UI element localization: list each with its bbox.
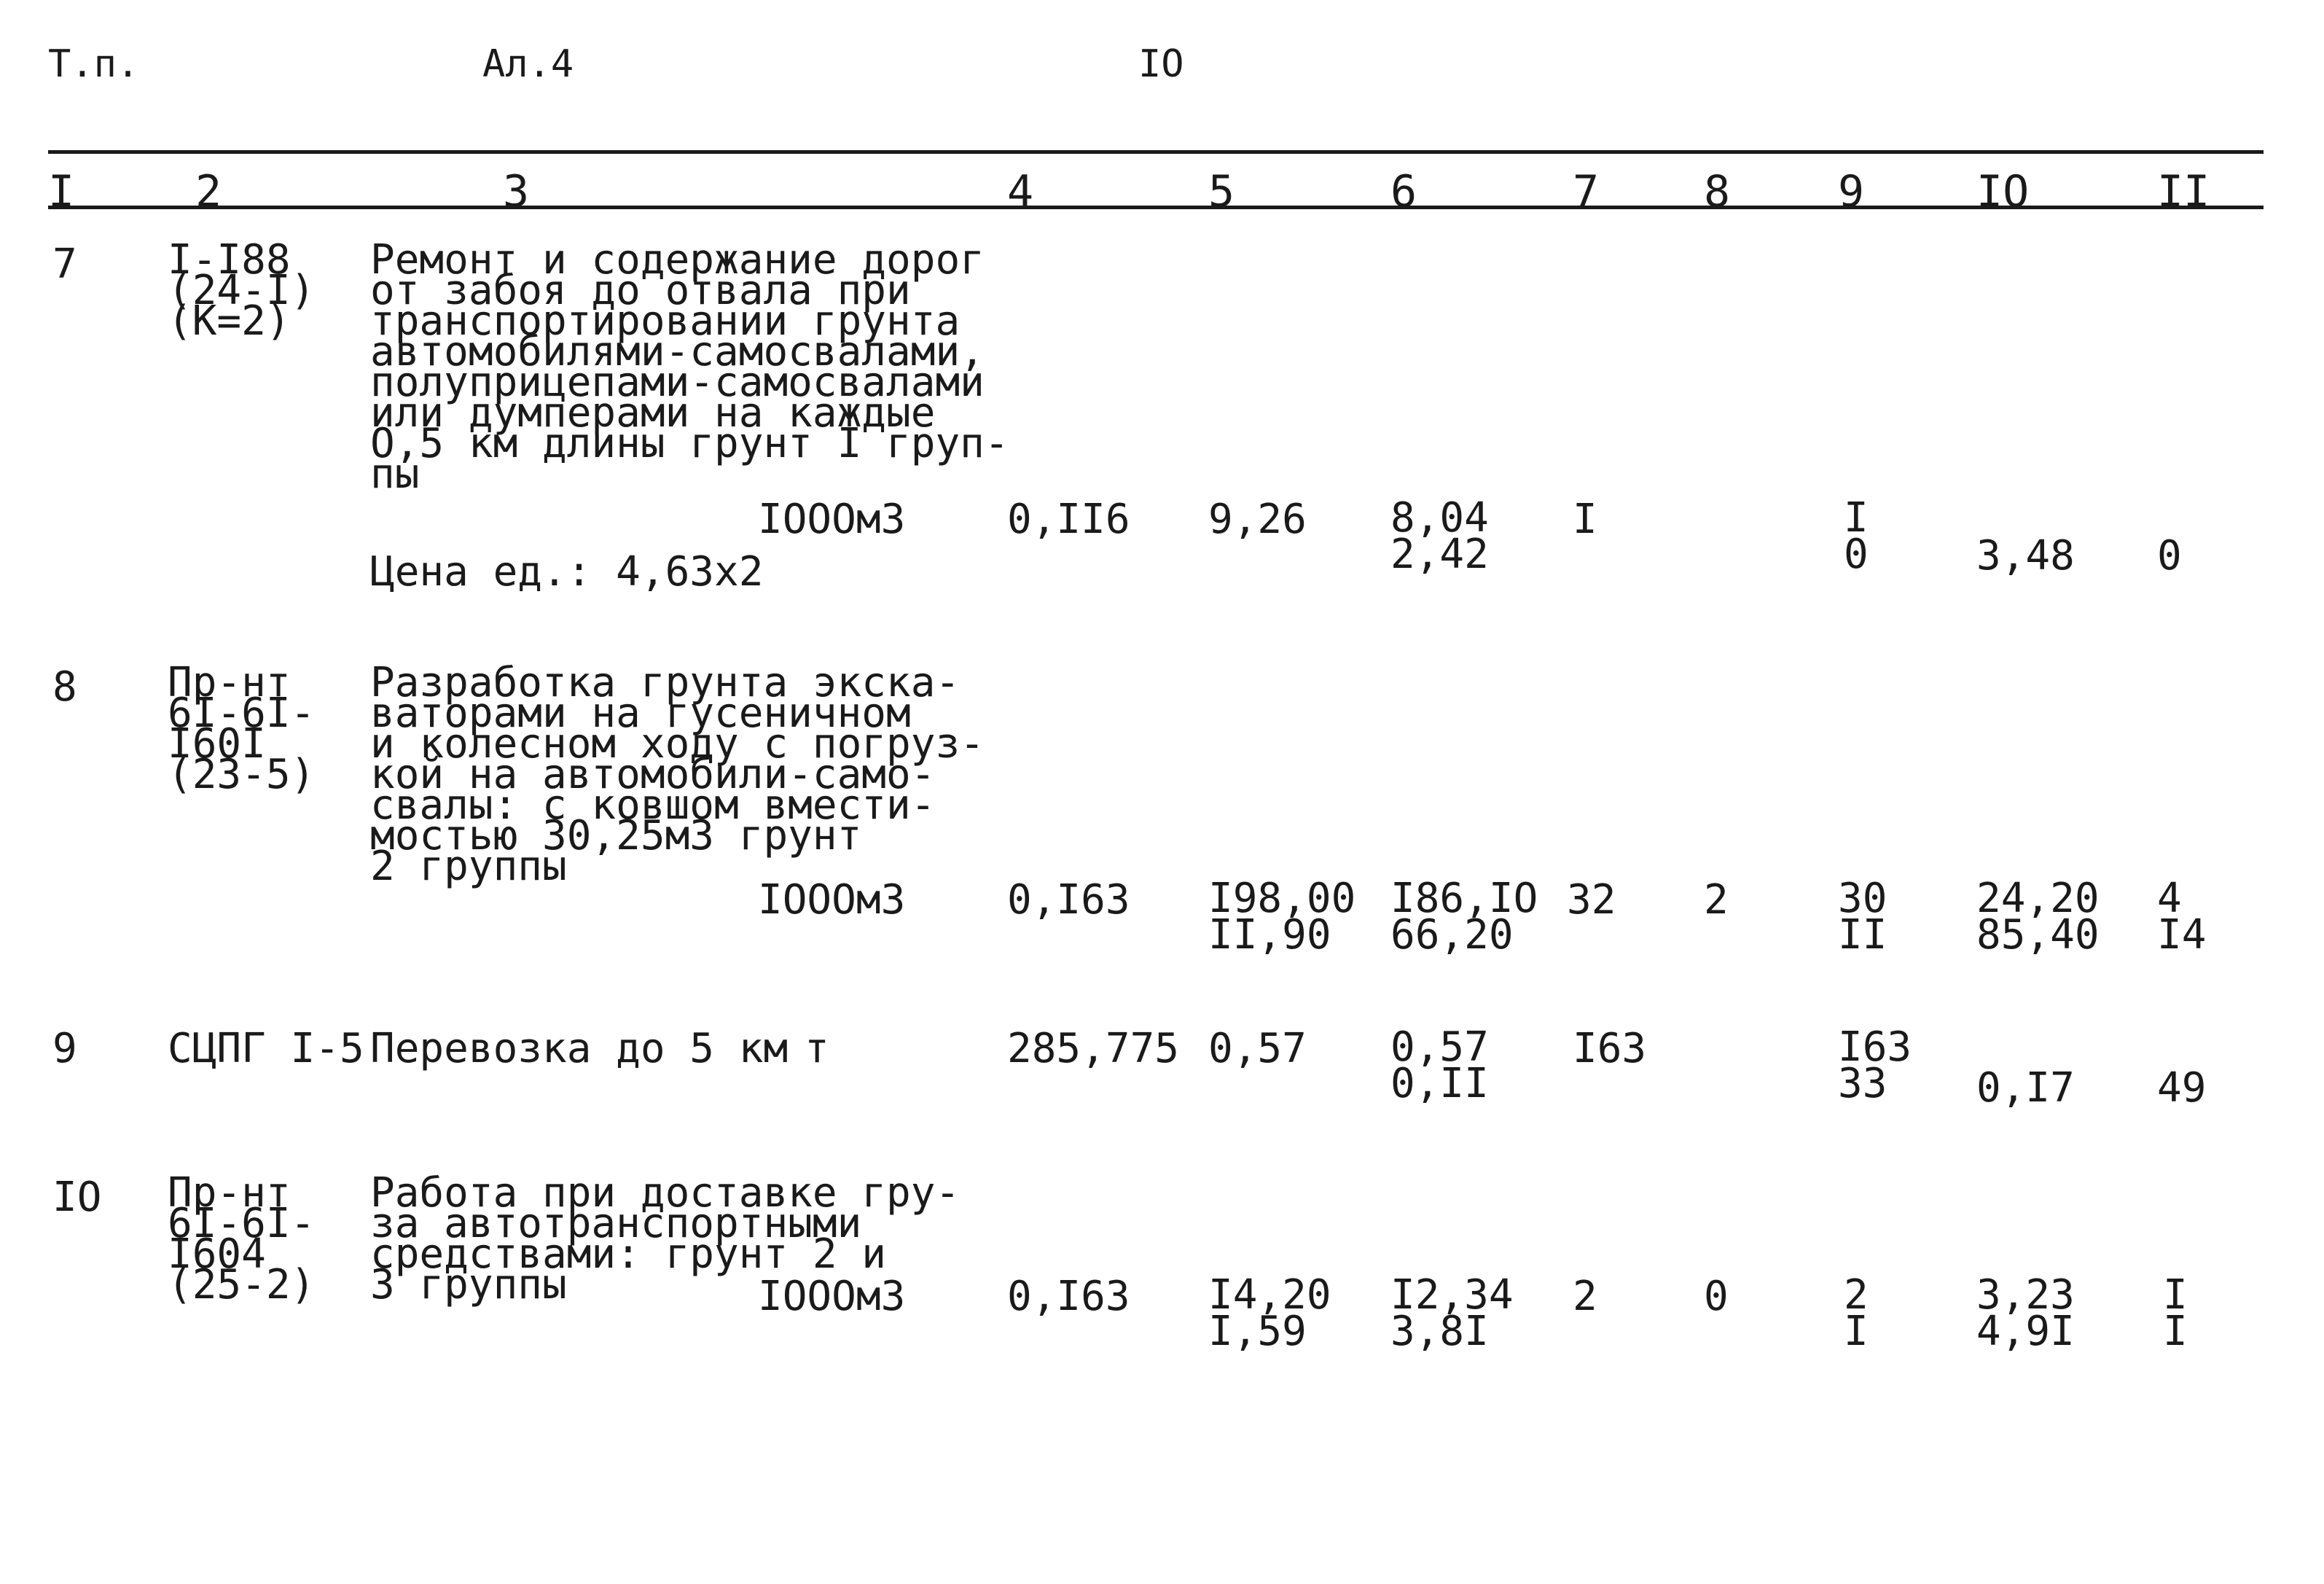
row-unit: т xyxy=(805,1025,829,1072)
row-description: Ремонт и содержание дорог от забоя до отвала при транспортировании грунта автомобилями-самосвалами, полуприцепами-самосвалами или думперами на каждые О,5 км длины грунт I груп- пы xyxy=(370,236,1009,498)
row-col11: 49 xyxy=(2157,1064,2207,1112)
row-number: IO xyxy=(52,1174,102,1221)
column-numbers-rule xyxy=(48,206,2264,209)
column-number-9: 9 xyxy=(1838,166,1865,217)
row-quantity: 0,I63 xyxy=(1007,876,1130,924)
row-quantity: 285,775 xyxy=(1007,1025,1180,1072)
row-col9: 30 II xyxy=(1838,875,1887,959)
header-album: Ал.4 xyxy=(482,42,574,86)
row-col11: 0 xyxy=(2157,532,2182,580)
row-number: 9 xyxy=(52,1025,77,1072)
column-number-10: IO xyxy=(1976,166,2030,217)
row-col11: 4 I4 xyxy=(2157,875,2207,959)
header-left: Т.п. xyxy=(48,42,140,86)
row-col10: 24,20 85,40 xyxy=(1976,875,2100,959)
row-col9: I63 33 xyxy=(1838,1023,1912,1107)
row-col7: 2 xyxy=(1573,1273,1597,1320)
row-col9: 2 I xyxy=(1844,1271,1869,1355)
row-col8: 2 xyxy=(1704,876,1729,924)
row-col6: 0,57 0,II xyxy=(1390,1023,1489,1107)
row-col10: 0,I7 xyxy=(1976,1064,2075,1112)
row-col8: 0 xyxy=(1704,1273,1729,1320)
column-number-4: 4 xyxy=(1007,166,1034,217)
row-col7: I63 xyxy=(1573,1025,1647,1072)
row-col5: 0,57 xyxy=(1208,1025,1307,1072)
column-number-6: 6 xyxy=(1390,166,1417,217)
row-col5: I4,20 I,59 xyxy=(1208,1271,1331,1355)
row-unit: IOOOм3 xyxy=(758,876,906,924)
row-quantity: 0,I63 xyxy=(1007,1273,1130,1320)
row-col5: I98,00 II,90 xyxy=(1208,875,1356,959)
table-top-rule xyxy=(48,150,2264,154)
row-description: Перевозка до 5 км xyxy=(370,1025,789,1072)
row-col6: I2,34 3,8I xyxy=(1390,1271,1514,1355)
column-number-5: 5 xyxy=(1208,166,1235,217)
row-col7: 32 xyxy=(1567,876,1616,924)
row-col6: 8,04 2,42 xyxy=(1390,494,1489,578)
row-unit-price: Цена ед.: 4,63х2 xyxy=(370,548,764,596)
row-description: Разработка грунта экска- ваторами на гусеничном и колесном ходу с погруз- кой на автомобили-само- свалы: с ковшом вмести- мостью 30,25м3 грунт 2 группы xyxy=(370,659,985,890)
column-number-1: I xyxy=(48,166,75,217)
column-number-7: 7 xyxy=(1573,166,1600,217)
row-quantity: 0,II6 xyxy=(1007,496,1130,543)
row-code: Пр-нт 6I-6I- I604 (25-2) xyxy=(168,1169,316,1308)
row-col7: I xyxy=(1573,496,1597,543)
row-col6: I86,IO 66,20 xyxy=(1390,875,1538,959)
row-number: 7 xyxy=(52,241,77,288)
row-code: I-I88 (24-I) (К=2) xyxy=(168,236,316,345)
row-col9: I 0 xyxy=(1844,494,1869,578)
column-number-2: 2 xyxy=(195,166,222,217)
row-code: Пр-нт 6I-6I- I60I (23-5) xyxy=(168,659,316,798)
page-number: IO xyxy=(1138,42,1184,86)
row-col10: 3,23 4,9I xyxy=(1976,1271,2075,1355)
row-code: СЦПГ I-5 xyxy=(168,1025,364,1072)
column-number-8: 8 xyxy=(1704,166,1731,217)
column-number-11: II xyxy=(2157,166,2210,217)
row-col10: 3,48 xyxy=(1976,532,2075,580)
row-col5: 9,26 xyxy=(1208,496,1307,543)
row-col11: I I xyxy=(2163,1271,2188,1355)
row-unit: IOOOм3 xyxy=(758,1273,906,1320)
row-unit: IOOOм3 xyxy=(758,496,906,543)
column-number-3: 3 xyxy=(503,166,530,217)
row-description: Работа при доставке гру- за автотранспортными средствами: грунт 2 и 3 группы xyxy=(370,1169,960,1308)
row-number: 8 xyxy=(52,663,77,711)
